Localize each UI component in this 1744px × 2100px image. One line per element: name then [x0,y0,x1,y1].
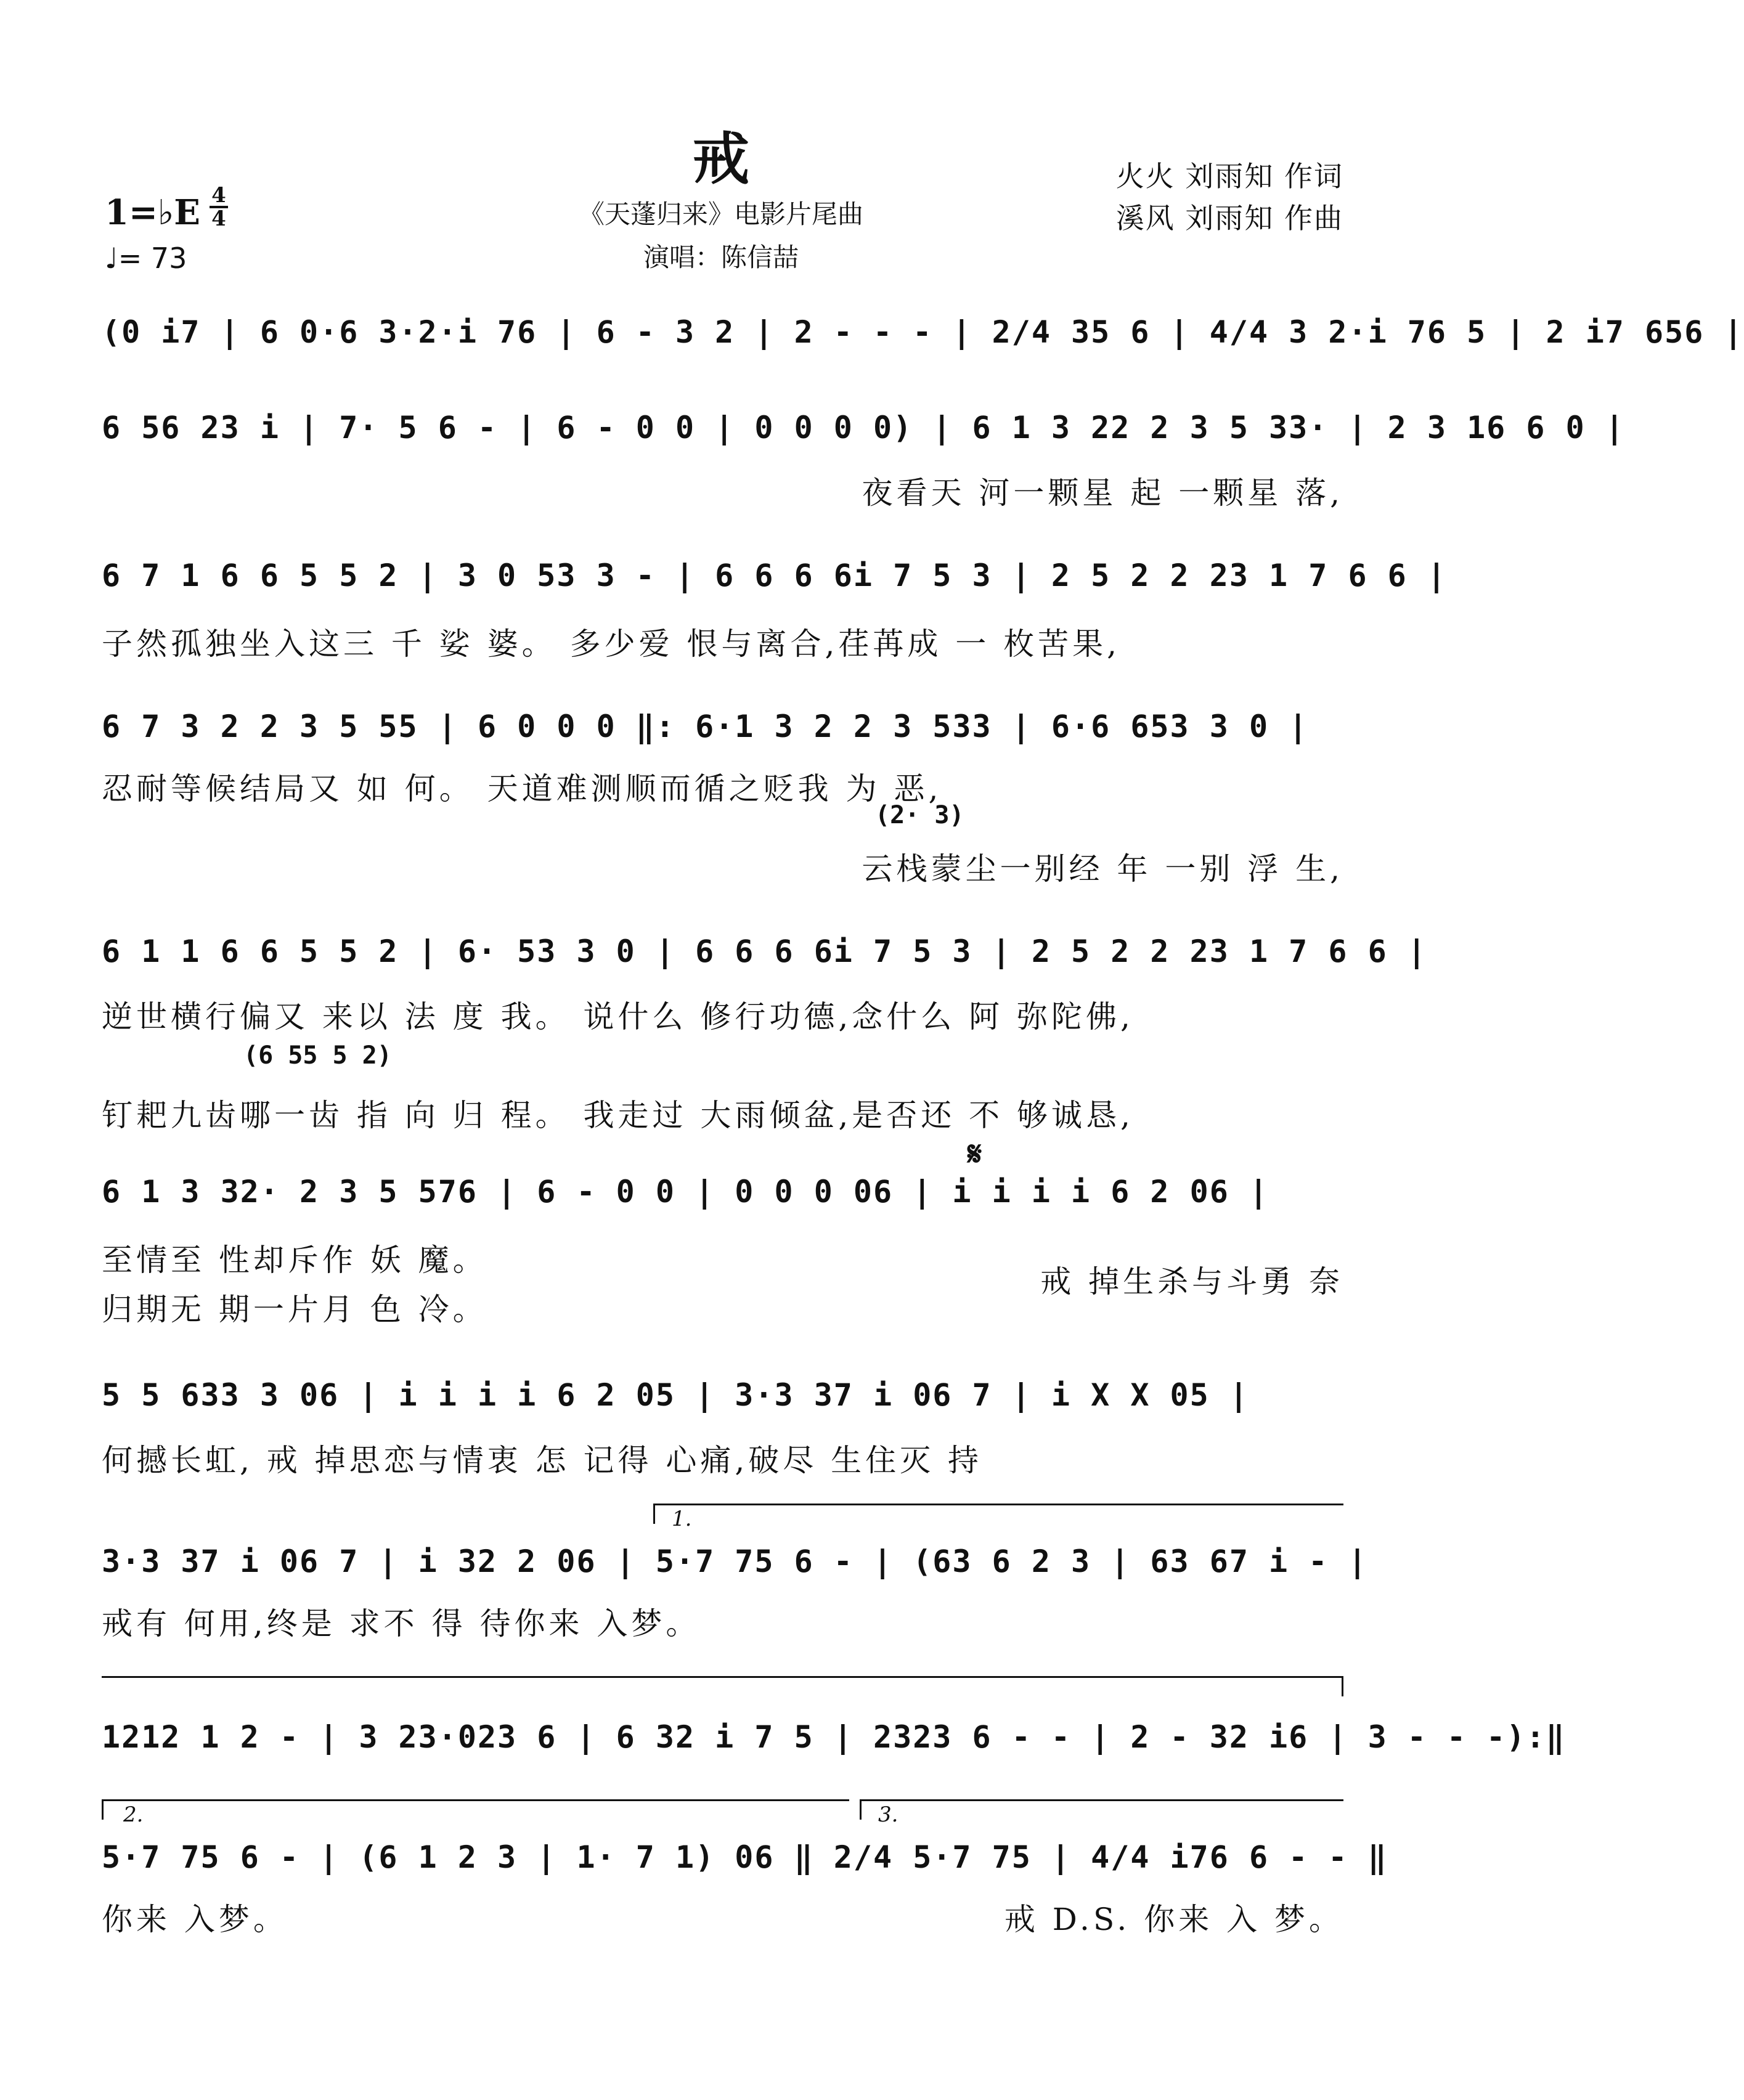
lyric-line-right: 戒 D.S. 你来 入 梦。 [1004,1902,1343,1937]
lyric-line: 忍耐等候结局又 如 何。 天道难测顺而循之贬我 为 恶, [102,771,942,807]
notation-row: 6 56 23 i | 7· 5 6 - | 6 - 0 0 | 0 0 0 0) | 6 1 3 22 2 3 5 33· | 2 3 16 6 0 | [102,410,1625,446]
time-signature-top: 4 [211,183,226,208]
lyric-line: 至情至 性却斥作 妖 魔。 [102,1242,487,1278]
lyric-line-right: 戒 掉生杀与斗勇 奈 [1040,1264,1343,1300]
notation-row: 6 7 3 2 2 3 5 55 | 6 0 0 0 ‖: 6·1 3 2 2 3 533 | 6·6 653 3 0 | [102,709,1309,744]
lyric-line: 逆世横行偏又 来以 法 度 我。 说什么 修行功德,念什么 阿 弥陀佛, [102,999,1134,1035]
composer-credit: 溪风 刘雨知 作曲 [1115,201,1343,235]
tempo-marking: ♩= 73 [105,242,187,275]
notation-row: 1212 1 2 - | 3 23·023 6 | 6 32 i 7 5 | 2323 6 - - | 2 - 32 i6 | 3 - - -):‖ [102,1719,1566,1755]
notation-row: 6 1 3 32· 2 3 5 576 | 6 - 0 0 | 0 0 0 06 | i i i i 6 2 06 | [102,1174,1269,1210]
time-signature [210,185,228,229]
lyric-line: 你来 入梦。 [102,1902,288,1937]
key-signature: 1=♭E [105,192,200,233]
lyricist-credit: 火火 刘雨知 作词 [1115,160,1343,193]
notation-row: (0 i7 | 6 0·6 3·2·i 76 | 6 - 3 2 | 2 - - - | 2/4 35 6 | 4/4 3 2·i 76 5 | 2 i7 656 | [102,314,1744,350]
time-signature-bottom: 4 [211,206,226,231]
ending-bracket [653,1504,1343,1524]
notation-row: 6 1 1 6 6 5 5 2 | 6· 53 3 0 | 6 6 6 6i 7 5 3 | 2 5 2 2 23 1 7 6 6 | [102,934,1427,969]
ending-number: 3. [878,1802,898,1827]
lyric-line: 夜看天 河一颗星 起 一颗星 落, [862,475,1343,511]
singer-credit: 演唱：陈信喆 [643,242,799,272]
notation-row: 3·3 37 i 06 7 | i 32 2 06 | 5·7 75 6 - | (63 6 2 3 | 63 67 i - | [102,1544,1368,1579]
ending-number: 2. [123,1802,144,1827]
lyric-line: 戒有 何用,终是 求不 得 待你来 入梦。 [102,1606,701,1642]
alt-notation: (2· 3) [875,801,964,829]
lyric-line-alt: 归期无 期一片月 色 冷。 [102,1292,487,1327]
lyric-line: 何撼长虹, 戒 掉思恋与情衷 怎 记得 心痛,破尽 生住灭 持 [102,1443,983,1478]
ending-number: 1. [672,1507,692,1531]
notation-row: 5·7 75 6 - | (6 1 2 3 | 1· 7 1) 06 ‖ 2/4 5·7 75 | 4/4 i76 6 - - ‖ [102,1839,1388,1875]
notation-row: 5 5 633 3 06 | i i i i 6 2 05 | 3·3 37 i 06 7 | i X X 05 | [102,1377,1249,1413]
lyric-line-alt: 云栈蒙尘一别经 年 一别 浮 生, [862,851,1343,887]
segno-sign: 𝄋 [968,1134,982,1173]
ending-bracket [102,1799,849,1820]
lyric-line: 子然孤独坐入这三 千 娑 婆。 多少爱 恨与离合,荏苒成 一 枚苦果, [102,626,1121,662]
alt-notation: (6 55 5 2) [243,1041,392,1070]
song-title: 戒 [692,126,749,192]
notation-row: 6 7 1 6 6 5 5 2 | 3 0 53 3 - | 6 6 6 6i 7 5 3 | 2 5 2 2 23 1 7 6 6 | [102,558,1447,593]
lyric-line-alt: 钉耙九齿哪一齿 指 向 归 程。 我走过 大雨倾盆,是否还 不 够诚恳, [102,1097,1134,1133]
ending-bracket-continued [102,1676,1343,1696]
ending-bracket [860,1799,1343,1820]
song-subtitle: 《天蓬归来》电影片尾曲 [578,199,863,229]
